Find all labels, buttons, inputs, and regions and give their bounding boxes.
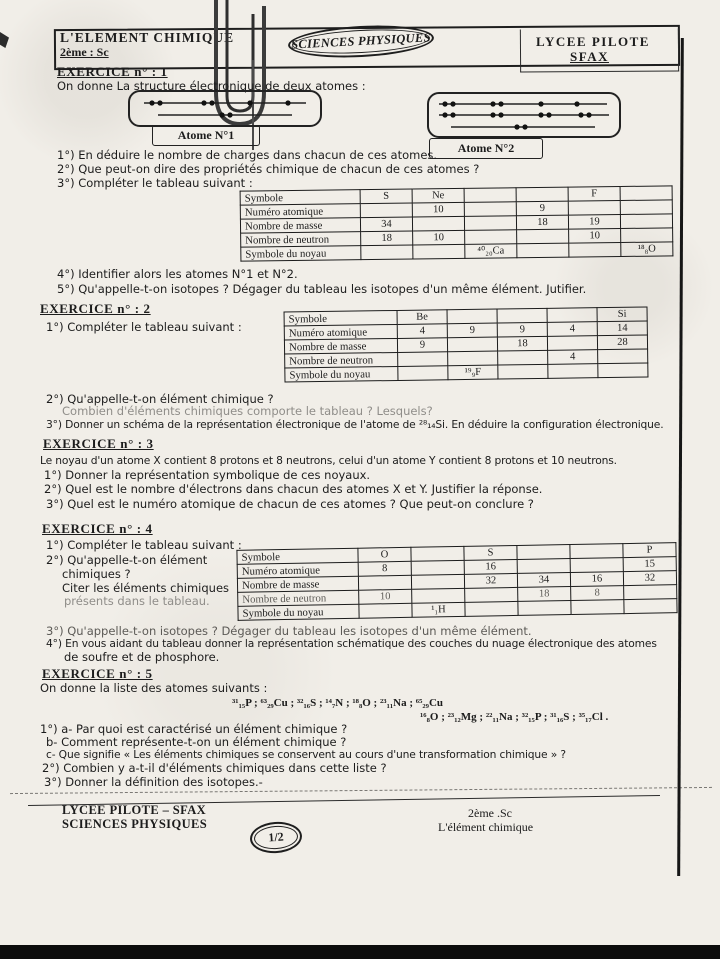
table-cell: 34	[360, 217, 412, 232]
scan-ink-mark	[0, 32, 9, 48]
electron-shell-diagram-atom-1	[130, 92, 320, 125]
table-cell	[570, 544, 623, 559]
table-cell	[571, 600, 624, 615]
table-cell: Be	[397, 310, 447, 325]
exercise-1-question-3: 3°) Compléter le tableau suivant :	[57, 176, 253, 190]
table-cell	[517, 545, 570, 560]
table-cell	[361, 245, 413, 260]
exercise-5-question-1b: b- Comment représente-t-on un élément chimique ?	[46, 735, 347, 749]
row-label: Numéro atomique	[240, 204, 360, 219]
school-name: LYCEE PILOTE	[536, 34, 650, 49]
table-cell: F	[568, 186, 620, 201]
table-cell: 4	[397, 324, 447, 339]
row-label: Nombre de masse	[284, 338, 397, 354]
exercise-1-question-5: 5°) Qu'appelle-t-on isotopes ? Dégager du tableau les isotopes d'un même élément. Jutifier.	[57, 282, 587, 296]
table-cell	[413, 244, 465, 259]
table-cell	[411, 574, 464, 589]
table-cell: P	[623, 543, 676, 558]
class-level-label: 2ème : Sc	[60, 45, 109, 59]
exercise-4-question-1: 1°) Compléter le tableau suivant :	[46, 538, 242, 552]
exercise-4-question-2d: présents dans le tableau.	[64, 594, 210, 608]
table-cell: 10	[412, 202, 464, 217]
table-cell	[465, 587, 518, 602]
table-cell	[465, 601, 518, 616]
row-label: Symbole	[237, 548, 358, 564]
table-cell	[498, 350, 548, 365]
school-city: SFAX	[570, 49, 609, 64]
table-cell: S	[360, 189, 412, 204]
nuclide-cell: ⁴⁰₂₀Ca	[465, 244, 517, 259]
table-cell	[624, 585, 677, 600]
exercise-2-question-2b: Combien d'éléments chimiques comporte le tableau ? Lesquels?	[62, 404, 433, 418]
table-cell	[517, 229, 569, 244]
row-label: Nombre de neutron	[238, 590, 359, 606]
table-cell	[624, 599, 677, 614]
table-cell: 16	[570, 572, 623, 587]
exercise-2-question-3: 3°) Donner un schéma de la représentation électronique de l'atome de ²⁸₁₄Si. En déduire la configuration électronique.	[46, 418, 664, 431]
table-cell: 9	[516, 201, 568, 216]
table-cell: 18	[518, 587, 571, 602]
table-cell	[621, 228, 673, 243]
table-cell	[448, 351, 498, 366]
table-cell: 28	[597, 335, 647, 350]
row-label: Symbole	[284, 310, 397, 326]
electron-shell-diagram-atom-2	[429, 94, 619, 136]
page-number: 1/2	[267, 829, 285, 845]
table-cell: 18	[361, 231, 413, 246]
table-cell: O	[358, 547, 411, 562]
table-cell	[598, 349, 648, 364]
exercise-1-intro: On donne La structure électronique de deux atomes :	[57, 79, 366, 93]
exercise-5-title: EXERCICE n° : 5	[42, 666, 153, 681]
row-label: Nombre de masse	[240, 218, 360, 233]
table-cell: 18	[497, 336, 547, 351]
table-cell	[517, 243, 569, 258]
exercise-1-table	[240, 185, 674, 261]
exercise-1-question-2: 2°) Que peut-on dire des propriétés chimique de chacun de ces atomes ?	[57, 162, 480, 176]
exercise-4-question-4b: de soufre et de phosphore.	[64, 650, 220, 664]
table-cell	[465, 230, 517, 245]
table-cell: 32	[464, 573, 517, 588]
footer-class-level: 2ème .Sc	[468, 806, 512, 820]
page-number-oval	[249, 820, 303, 855]
exercise-4-question-2b: chimiques ?	[62, 567, 131, 581]
atom-list-line-1: ³¹₁₅P ; ⁶³₂₉Cu ; ³²₁₆S ; ¹⁴₇N ; ¹⁸₈O ; ²³₁₁Na ; ⁶⁵₂₉Cu	[232, 697, 444, 709]
row-label: Numéro atomique	[284, 324, 397, 340]
table-cell	[412, 588, 465, 603]
table-cell: S	[464, 545, 517, 560]
row-label: Numéro atomique	[237, 562, 358, 578]
exercise-5-intro: On donne la liste des atomes suivants :	[40, 681, 268, 695]
table-cell: Si	[597, 307, 647, 322]
table-cell	[620, 200, 672, 215]
scan-bottom-band	[0, 945, 720, 959]
exercise-5-question-1a: 1°) a- Par quoi est caractérisé un élément chimique ?	[40, 722, 348, 736]
table-cell: 32	[623, 571, 676, 586]
table-cell	[497, 308, 547, 323]
table-cell	[620, 214, 672, 229]
exercise-2-question-2: 2°) Qu'appelle-t-on élément chimique ?	[46, 392, 274, 406]
exercise-5-question-1c: c- Que signifie « Les éléments chimiques se conservent au cours d'une transformation chimique » ?	[46, 748, 566, 761]
exercise-3-question-3: 3°) Quel est le numéro atomique de chacun de ces atomes ? Que peut-on conclure ?	[46, 497, 534, 511]
exercise-4-question-3: 3°) Qu'appelle-t-on isotopes ? Dégager du tableau les isotopes d'un même élément.	[46, 624, 532, 638]
table-cell: 9	[497, 322, 547, 337]
exercise-3-title: EXERCICE n° : 3	[43, 436, 154, 451]
exercise-2-title: EXERCICE n° : 2	[40, 301, 151, 316]
table-cell: 4	[547, 322, 597, 337]
atom-2-box	[427, 92, 621, 138]
row-label: Symbole du noyau	[238, 604, 359, 620]
atom-1-box	[128, 90, 322, 127]
table-cell: 4	[548, 350, 598, 365]
row-label: Nombre de masse	[237, 576, 358, 592]
footer-chapter: L'élément chimique	[438, 820, 534, 834]
exercise-4-question-2c: Citer les éléments chimiques	[62, 581, 230, 595]
table-cell	[447, 309, 497, 324]
exercise-4-question-4a: 4°) En vous aidant du tableau donner la représentation schématique des couches du nuage électronique des atomes	[46, 637, 657, 650]
table-cell	[517, 559, 570, 574]
row-label: Nombre de neutron	[241, 232, 361, 247]
row-label: Symbole du noyau	[285, 366, 398, 382]
table-cell	[464, 202, 516, 217]
table-cell: 10	[359, 589, 412, 604]
row-label: Symbole	[240, 190, 360, 205]
table-cell	[547, 336, 597, 351]
table-cell	[411, 546, 464, 561]
table-cell: 8	[571, 586, 624, 601]
table-cell	[518, 601, 571, 616]
exercise-1-question-1: 1°) En déduire le nombre de charges dans chacun de ces atomes.	[57, 148, 438, 162]
row-label: Nombre de neutron	[285, 352, 398, 368]
table-cell	[412, 216, 464, 231]
table-cell	[398, 366, 448, 381]
table-cell: 8	[358, 561, 411, 576]
table-cell: 19	[568, 214, 620, 229]
table-cell: 15	[623, 557, 676, 572]
table-cell	[547, 308, 597, 323]
footer-school: LYCEE PILOTE – SFAX	[62, 803, 207, 817]
table-cell: 10	[569, 228, 621, 243]
table-cell	[620, 186, 672, 201]
table-cell: Ne	[412, 188, 464, 203]
exercise-5-question-3: 3°) Donner la définition des isotopes.-	[44, 775, 263, 789]
table-cell	[411, 560, 464, 575]
exercise-4-title: EXERCICE n° : 4	[42, 521, 153, 536]
nuclide-cell: ¹⁹₉F	[448, 365, 498, 380]
table-cell	[360, 203, 412, 218]
table-cell	[516, 187, 568, 202]
table-cell: 18	[516, 215, 568, 230]
exercise-3-question-1: 1°) Donner la représentation symbolique de ces noyaux.	[44, 468, 371, 482]
table-cell	[447, 337, 497, 352]
atom-1-label: Atome N°1	[152, 125, 260, 146]
atom-2-label: Atome N°2	[429, 138, 543, 159]
exercise-2-question-1: 1°) Compléter le tableau suivant :	[46, 320, 242, 334]
table-cell	[464, 216, 516, 231]
exercise-4-table	[236, 542, 677, 621]
document-title: L'ELEMENT CHIMIQUE	[60, 30, 235, 45]
exercise-4-question-2a: 2°) Qu'appelle-t-on élément	[46, 553, 208, 567]
subject-stamp-text: SCIENCES PHYSIQUES	[290, 30, 432, 52]
exercise-1-question-4: 4°) Identifier alors les atomes N°1 et N°2.	[57, 267, 298, 281]
table-cell	[570, 558, 623, 573]
exercise-3-intro: Le noyau d'un atome X contient 8 protons et 8 neutrons, celui d'un atome Y contient 8 protons et 10 neutrons.	[40, 454, 617, 467]
table-cell	[598, 363, 648, 378]
table-cell	[398, 352, 448, 367]
scan-edge-line	[677, 38, 684, 876]
footer-subject: SCIENCES PHYSIQUES	[62, 817, 208, 831]
nuclide-cell: ¹⁸₈O	[621, 242, 673, 257]
table-cell: 16	[464, 559, 517, 574]
exercise-3-question-2: 2°) Quel est le nombre d'électrons dans chacun des atomes X et Y. Justifier la réponse.	[44, 482, 543, 496]
atom-list-line-2: ¹⁶₈O ; ²³₁₂Mg ; ²²₁₁Na ; ³²₁₅P ; ³¹₁₆S ; ³⁵₁₇Cl .	[420, 711, 609, 723]
table-cell: 34	[517, 573, 570, 588]
nuclide-cell: ¹₁H	[412, 602, 465, 617]
table-cell	[358, 575, 411, 590]
table-cell	[569, 242, 621, 257]
table-cell	[498, 364, 548, 379]
table-cell	[464, 188, 516, 203]
exercise-5-question-2: 2°) Combien y a-t-il d'éléments chimiques dans cette liste ?	[42, 761, 387, 775]
table-cell	[359, 603, 412, 618]
table-cell	[568, 200, 620, 215]
row-label: Symbole du noyau	[241, 246, 361, 261]
table-cell	[548, 364, 598, 379]
exercise-2-table	[284, 306, 649, 382]
table-cell: 9	[397, 338, 447, 353]
table-cell: 9	[447, 323, 497, 338]
table-cell: 14	[597, 321, 647, 336]
exercise-1-title: EXERCICE n° : 1	[57, 64, 168, 79]
table-cell: 10	[413, 230, 465, 245]
